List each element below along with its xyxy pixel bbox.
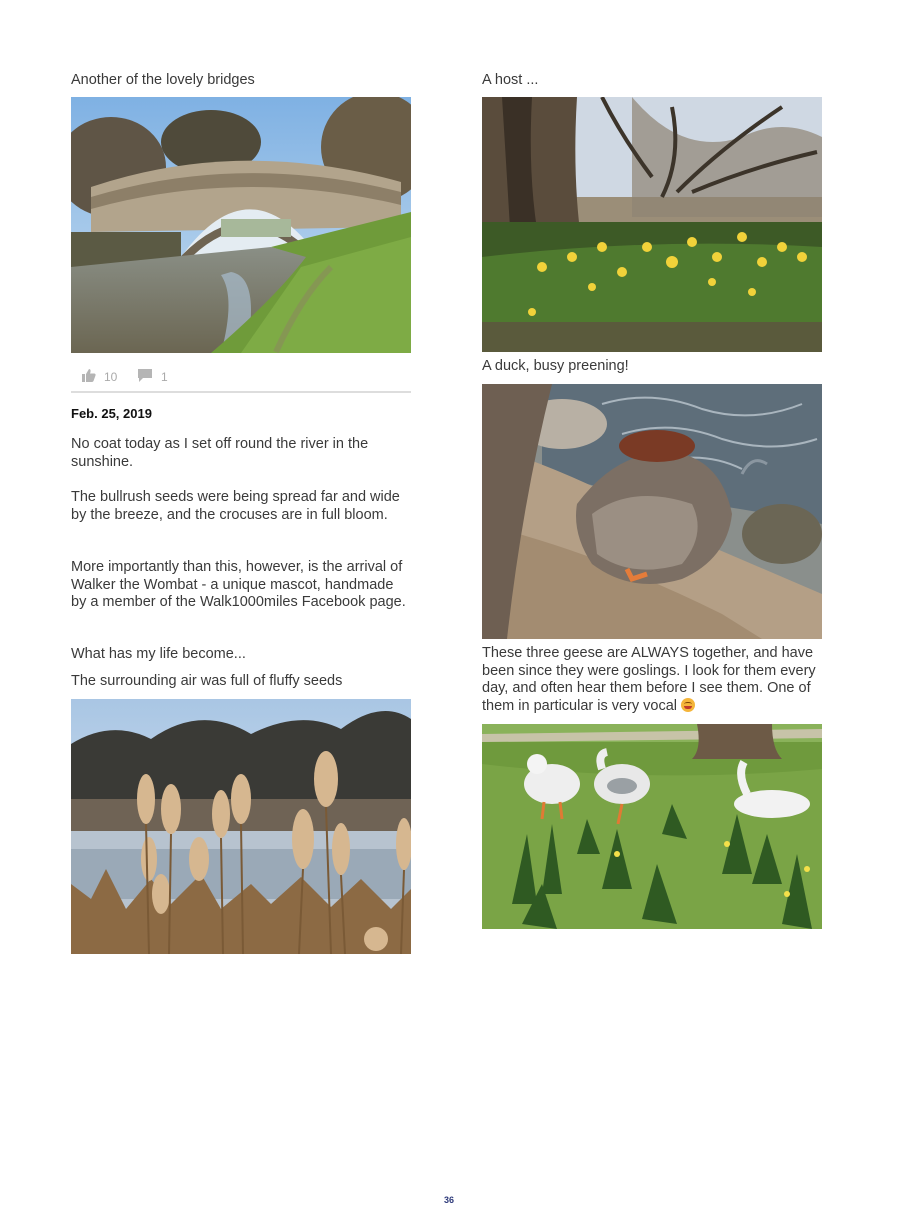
likes-count: 10 — [104, 369, 118, 384]
post-stats-bar — [71, 355, 411, 393]
post-paragraph-3: More importantly than this, however, is the arrival of Walker the Wombat - a unique mascot, handmade by a member of the Walk1000miles Facebook page. — [71, 559, 406, 610]
post-paragraph-1: No coat today as I set off round the river in the sunshine. — [71, 436, 369, 470]
host-caption: A host ... — [482, 72, 539, 88]
bullrush-caption: The surrounding air was full of fluffy seeds — [71, 673, 343, 689]
geese-caption-text: These three geese are ALWAYS together, and have been since they were goslings. I look for them every day, and often hear them before I see them. One of them in particular is very vocal — [482, 645, 816, 714]
smiling-face-icon — [681, 698, 695, 712]
duck-photo — [482, 384, 822, 639]
duck-caption: A duck, busy preening! — [482, 358, 629, 374]
thumbs-up-icon — [81, 368, 96, 385]
geese-caption — [482, 645, 822, 715]
daffodil-photo — [482, 97, 822, 352]
bridge-caption: Another of the lovely bridges — [71, 72, 255, 88]
comments-count: 1 — [161, 369, 168, 384]
like-button[interactable] — [81, 368, 117, 385]
post-date: Feb. 25, 2019 — [71, 406, 152, 421]
comment-button[interactable] — [137, 368, 168, 385]
post-paragraph-4: What has my life become... — [71, 646, 246, 662]
page-number: 36 — [443, 1195, 454, 1205]
post-paragraph-2: The bullrush seeds were being spread far and wide by the breeze, and the crocuses are in full bloom. — [71, 489, 400, 523]
bridge-photo — [71, 97, 411, 353]
geese-photo — [482, 724, 822, 929]
bullrush-photo — [71, 699, 411, 954]
speech-bubble-icon — [137, 368, 153, 385]
